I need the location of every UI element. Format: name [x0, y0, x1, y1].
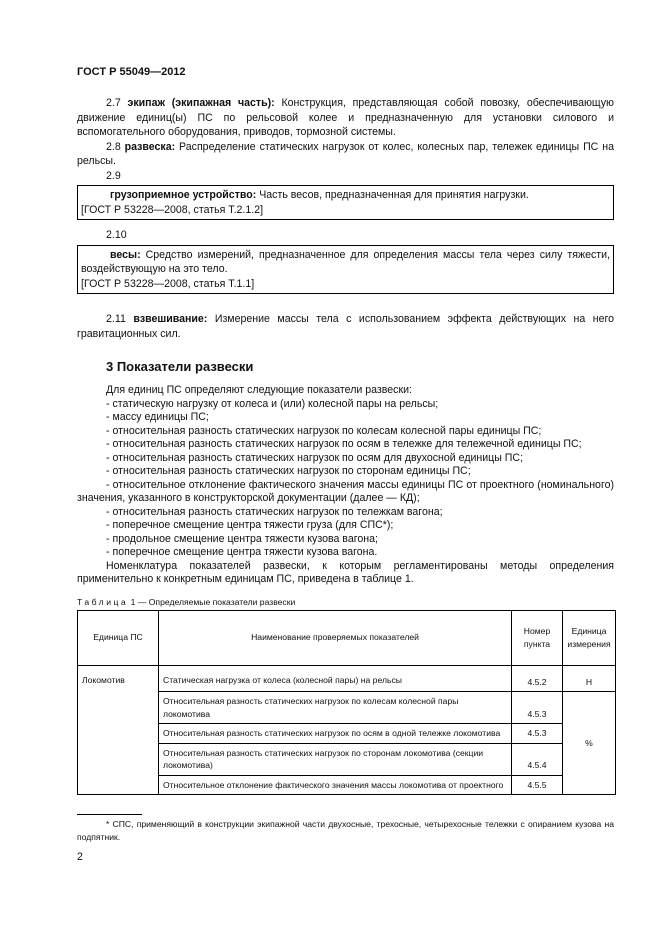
- term: экипаж (экипажная часть):: [127, 97, 275, 109]
- indicator-cell: Относительная разность статических нагрузок по колесам колесной пары локомотива: [159, 692, 512, 724]
- definition: Измерение массы тела с использованием эффекта действующих на него гравитационных сил.: [77, 313, 614, 340]
- footnote-text: * СПС, применяющий в конструкции экипажной части двухосные, трехосные, четырехосные тележки с опиранием кузова на подпятник.: [77, 819, 614, 842]
- list-item: - поперечное смещение центра тяжести груза (для СПС*);: [106, 519, 394, 531]
- reference: [ГОСТ Р 53228—2008, статья Т.1.1]: [81, 277, 255, 290]
- clause-number: 2.11: [106, 313, 126, 325]
- term: грузоприемное устройство:: [110, 189, 257, 201]
- clause-number: 2.9: [106, 169, 121, 182]
- column-header: Единица измерения: [563, 610, 616, 665]
- indicators-table: [77, 610, 616, 796]
- indicator-cell: Относительная разность статических нагрузок по сторонам локомотива (секции локомотива): [159, 743, 512, 775]
- indicator-cell: Статическая нагрузка от колеса (колесной пары) на рельсы: [159, 665, 512, 692]
- list-item: - поперечное смещение центра тяжести кузова вагона.: [106, 546, 378, 558]
- list-item: - относительная разность статических нагрузок по сторонам единицы ПС;: [106, 465, 471, 477]
- column-header: Наименование проверяемых показателей: [159, 610, 512, 665]
- clause-cell: 4.5.3: [512, 692, 563, 724]
- section-heading: 3 Показатели развески: [106, 359, 254, 374]
- measure-unit-cell: Н: [563, 665, 616, 692]
- page-number: 2: [77, 851, 83, 863]
- footnote: [77, 818, 614, 844]
- table-caption: 1 — Определяемые показатели развески: [128, 596, 296, 607]
- clause-number: 2.7: [106, 97, 121, 109]
- clause-cell: 4.5.2: [512, 665, 563, 692]
- list-item: - статическую нагрузку от колеса и (или) колесной пары на рельсы;: [106, 397, 439, 410]
- footnote-divider: [77, 814, 142, 815]
- list-item: - относительная разность статических нагрузок по осям в тележке для тележечной единицы ПС;: [106, 438, 582, 450]
- column-header: Единица ПС: [78, 610, 159, 665]
- term: весы:: [110, 248, 141, 261]
- term: развеска:: [124, 140, 176, 153]
- definition: Конструкция, представляющая собой повозку, обеспечивающую движение единиц(ы) ПС по рельсовой колее и предназначенную для установки силового и вспомогательного оборудования, приводов, тормозной системы.: [77, 97, 615, 138]
- table-row: [78, 724, 616, 744]
- section-outro: Номенклатура показателей развески, к которым регламентированы методы определения применительно к конкретным единицам ПС, приведена в таблице 1.: [77, 559, 614, 585]
- unit-cell: Локомотив: [78, 665, 159, 795]
- section-intro: Для единиц ПС определяют следующие показатели развески:: [106, 384, 412, 396]
- list-item: - относительная разность статических нагрузок по колесам колесной пары единицы ПС;: [106, 424, 542, 437]
- table-caption-label: Таблица: [77, 596, 129, 607]
- clause-number: 2.8: [106, 140, 121, 153]
- definition: Часть весов, предназначенная для принятия нагрузки.: [259, 189, 529, 201]
- table-row: [78, 775, 616, 795]
- clause-2-7: [77, 96, 614, 795]
- list-item: - относительная разность статических нагрузок по тележкам вагона;: [106, 505, 443, 518]
- column-header: Номер пункта: [512, 610, 563, 665]
- list-item: - относительное отклонение фактического значения массы единицы ПС от проектного (номинального) значения, указанного в конструкторской документации (далее — КД);: [77, 478, 614, 504]
- clause-cell: 4.5.5: [512, 775, 563, 795]
- measure-unit-cell: %: [563, 692, 616, 795]
- clause-number: 2.10: [106, 229, 127, 241]
- page-header: ГОСТ Р 55049—2012: [77, 66, 186, 78]
- indicator-list: [77, 398, 614, 560]
- indicator-cell: Относительное отклонение фактического значения массы локомотива от проектного: [159, 775, 512, 795]
- table-row: [78, 665, 616, 692]
- term-box-2-10: [77, 245, 614, 295]
- table-row: [78, 692, 616, 724]
- list-item: - массу единицы ПС;: [106, 411, 209, 423]
- list-item: - продольное смещение центра тяжести кузова вагона;: [106, 532, 378, 545]
- table-row: [78, 743, 616, 775]
- term: взвешивание:: [133, 313, 208, 325]
- reference: [ГОСТ Р 53228—2008, статья Т.2.1.2]: [81, 203, 264, 216]
- clause-cell: 4.5.3: [512, 724, 563, 744]
- clause-cell: 4.5.4: [512, 743, 563, 775]
- term-box-2-9: [77, 185, 614, 220]
- definition: Средство измерений, предназначенное для определения массы тела через силу тяжести, воздействующую на это тело.: [81, 248, 611, 275]
- table-header-row: [78, 610, 616, 665]
- indicator-cell: Относительная разность статических нагрузок по осям в одной тележке локомотива: [159, 724, 512, 744]
- definition: Распределение статических нагрузок от колес, колесных пар, тележек единицы ПС на рельсы.: [77, 140, 614, 167]
- list-item: - относительная разность статических нагрузок по осям для двухосной единицы ПС;: [106, 451, 524, 464]
